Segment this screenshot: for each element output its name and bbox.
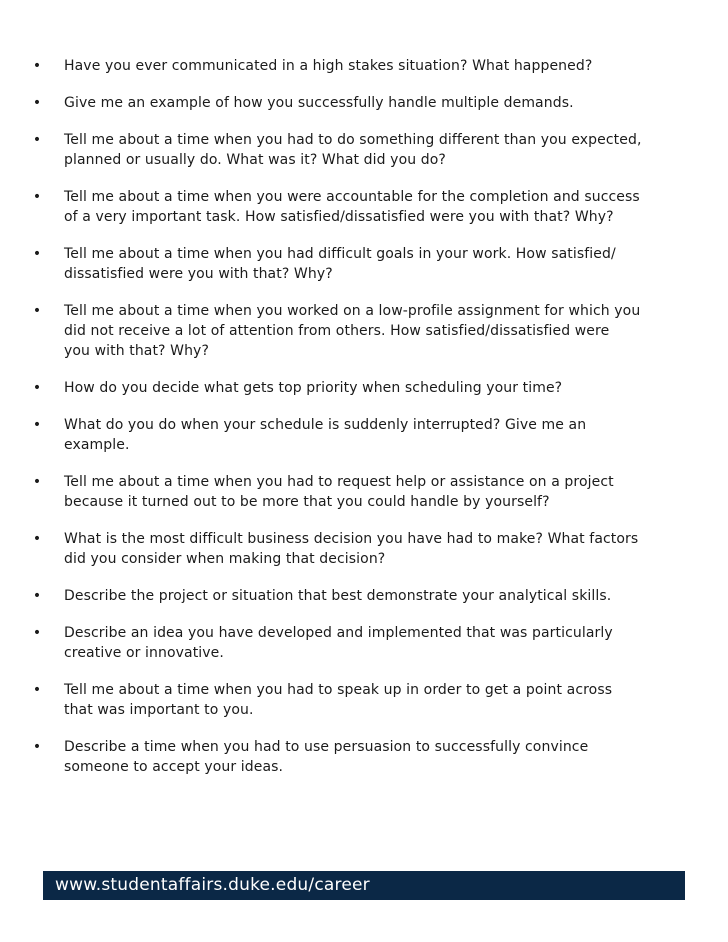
question-text: How do you decide what gets top priority when scheduling your time? [64, 380, 563, 396]
list-item [30, 93, 700, 113]
question-text: Tell me about a time when you worked on a low-profile assignment for which you did not receive a lot of attention from others. How satisfied/dissatisfied were you with that? Why? [64, 303, 641, 359]
bullet-icon: • [32, 189, 42, 205]
question-text: What do you do when your schedule is suddenly interrupted? Give me an example. [64, 417, 587, 453]
bullet-icon: • [32, 246, 42, 262]
question-text: Tell me about a time when you had difficult goals in your work. How satisfied/ dissatisfied were you with that? Why? [64, 246, 616, 282]
bullet-icon: • [32, 417, 42, 433]
list-item [30, 130, 700, 170]
bullet-icon: • [32, 588, 42, 604]
bullet-icon: • [32, 303, 42, 319]
question-text: Describe the project or situation that best demonstrate your analytical skills. [64, 588, 612, 604]
bullet-icon: • [32, 474, 42, 490]
list-item [30, 623, 700, 663]
bullet-icon: • [32, 95, 42, 111]
footer-url-link[interactable]: www.studentaffairs.duke.edu/career [55, 875, 370, 895]
question-text: Describe an idea you have developed and implemented that was particularly creative or innovative. [64, 625, 613, 661]
list-item [30, 737, 700, 777]
question-list [30, 56, 700, 794]
question-text: Tell me about a time when you had to speak up in order to get a point across that was important to you. [64, 682, 613, 718]
bullet-icon: • [32, 58, 42, 74]
list-item [30, 378, 700, 398]
list-item [30, 529, 700, 569]
bullet-icon: • [32, 531, 42, 547]
question-text: What is the most difficult business decision you have had to make? What factors did you consider when making that decision? [64, 531, 639, 567]
question-text: Have you ever communicated in a high stakes situation? What happened? [64, 58, 593, 74]
bullet-icon: • [32, 625, 42, 641]
question-text: Tell me about a time when you had to request help or assistance on a project because it turned out to be more that you could handle by yourself? [64, 474, 614, 510]
question-text: Tell me about a time when you had to do something different than you expected, planned or usually do. What was it? What did you do? [64, 132, 642, 168]
question-text: Tell me about a time when you were accountable for the completion and success of a very important task. How satisfied/dissatisfied were you with that? Why? [64, 189, 640, 225]
list-item [30, 472, 700, 512]
footer-banner [43, 871, 685, 900]
list-item [30, 187, 700, 227]
question-text: Give me an example of how you successfully handle multiple demands. [64, 95, 574, 111]
bullet-icon: • [32, 132, 42, 148]
list-item [30, 586, 700, 606]
bullet-icon: • [32, 739, 42, 755]
list-item [30, 680, 700, 720]
list-item [30, 244, 700, 284]
bullet-icon: • [32, 682, 42, 698]
bullet-icon: • [32, 380, 42, 396]
list-item [30, 56, 700, 76]
question-text: Describe a time when you had to use persuasion to successfully convince someone to accept your ideas. [64, 739, 589, 775]
list-item [30, 301, 700, 361]
list-item [30, 415, 700, 455]
